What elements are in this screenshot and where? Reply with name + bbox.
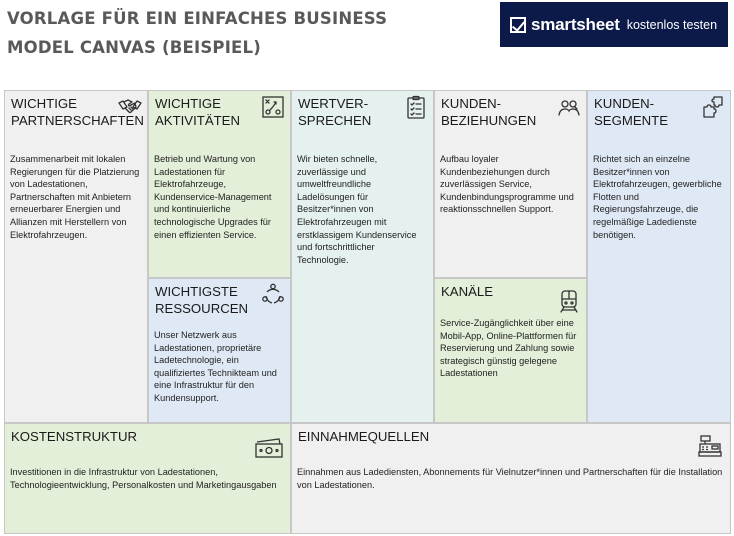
- page-title-line-1: VORLAGE FÜR EIN EINFACHES BUSINESS: [7, 9, 388, 28]
- block-revenue-streams: [291, 423, 731, 534]
- page-title-line-2: MODEL CANVAS (BEISPIEL): [7, 38, 261, 57]
- block-text: Richtet sich an einzelne Besitzer*innen von Elektrofahrzeugen, gewerbliche Flotten und Regierungsfahrzeuge, die regelmäßige Ladedienste benötigen.: [593, 154, 722, 240]
- block-heading: WICHTIGE AKTIVITÄTEN: [155, 96, 240, 128]
- smartsheet-logo-icon: [510, 17, 526, 33]
- block-key-resources: [148, 278, 291, 423]
- block-customer-segments: [587, 90, 731, 423]
- block-customer-relationships: [434, 90, 587, 278]
- block-heading: KOSTENSTRUKTUR: [11, 429, 138, 444]
- strategy-board-icon: [261, 95, 285, 119]
- block-key-partners: [4, 90, 148, 423]
- block-value-propositions: [291, 90, 434, 423]
- banknote-icon: [254, 436, 284, 460]
- block-channels: [434, 278, 587, 423]
- block-text: Einnahmen aus Ladediensten, Abonnements für Vielnutzer*innen und Partnerschaften für die Installation von Ladestationen.: [297, 467, 723, 490]
- block-heading: WICHTIGE PARTNERSCHAFTEN: [11, 96, 144, 128]
- handshake-icon: [118, 95, 142, 119]
- people-icon: [557, 95, 581, 119]
- puzzle-icon: [701, 95, 725, 119]
- train-icon: [557, 289, 581, 313]
- block-cost-structure: [4, 423, 291, 534]
- block-key-activities: [148, 90, 291, 278]
- business-model-canvas: [4, 90, 731, 534]
- smartsheet-cta-banner[interactable]: [500, 2, 728, 47]
- cash-register-icon: [698, 434, 722, 458]
- brand-name: smartsheet: [531, 14, 620, 34]
- checklist-icon: [404, 95, 428, 119]
- block-heading: KUNDEN- BEZIEHUNGEN: [441, 96, 537, 128]
- block-text: Service-Zugänglichkeit über eine Mobil-App, Online-Plattformen für Reservierung und Zahlung sowie strategisch günstig gelegene Ladestationen: [440, 318, 577, 379]
- block-heading: KUNDEN- SEGMENTE: [594, 96, 669, 128]
- block-text: Zusammenarbeit mit lokalen Regierungen für die Platzierung von Ladestationen, Partnerschaften mit Anbietern erneuerbarer Energien und Allianzen mit Herstellern von Elektrofahrzeugen.: [10, 154, 140, 240]
- block-text: Unser Netzwerk aus Ladestationen, proprietäre Ladetechnologie, ein qualifiziertes Technikteam und eine Infrastruktur für den Kundensupport.: [154, 330, 277, 403]
- block-heading: KANÄLE: [441, 284, 494, 299]
- block-heading: WERTVER- SPRECHEN: [298, 96, 372, 128]
- cycle-nodes-icon: [261, 283, 285, 307]
- block-heading: WICHTIGSTE RESSOURCEN: [155, 284, 249, 316]
- page-title: [7, 4, 437, 62]
- block-text: Investitionen in die Infrastruktur von Ladestationen, Technologieentwicklung, Personalkosten und Marketingausgaben: [10, 467, 277, 490]
- try-free-link[interactable]: kostenlos testen: [626, 17, 718, 32]
- block-text: Aufbau loyaler Kundenbeziehungen durch zuverlässigen Service, Kundenbindungsprogramme und reaktionsschnellen Support.: [440, 154, 574, 215]
- block-text: Betrieb und Wartung von Ladestationen für Elektrofahrzeuge, Kundenservice-Management und kontinuierliche technologische Upgrades für einen effizienten Service.: [154, 154, 272, 240]
- block-heading: EINNAHMEQUELLEN: [298, 429, 430, 444]
- block-text: Wir bieten schnelle, zuverlässige und umweltfreundliche Ladelösungen für Besitzer*innen von Elektrofahrzeugen mit erstklassigem Kundenservice und fortschrittlicher Technologie.: [297, 154, 417, 265]
